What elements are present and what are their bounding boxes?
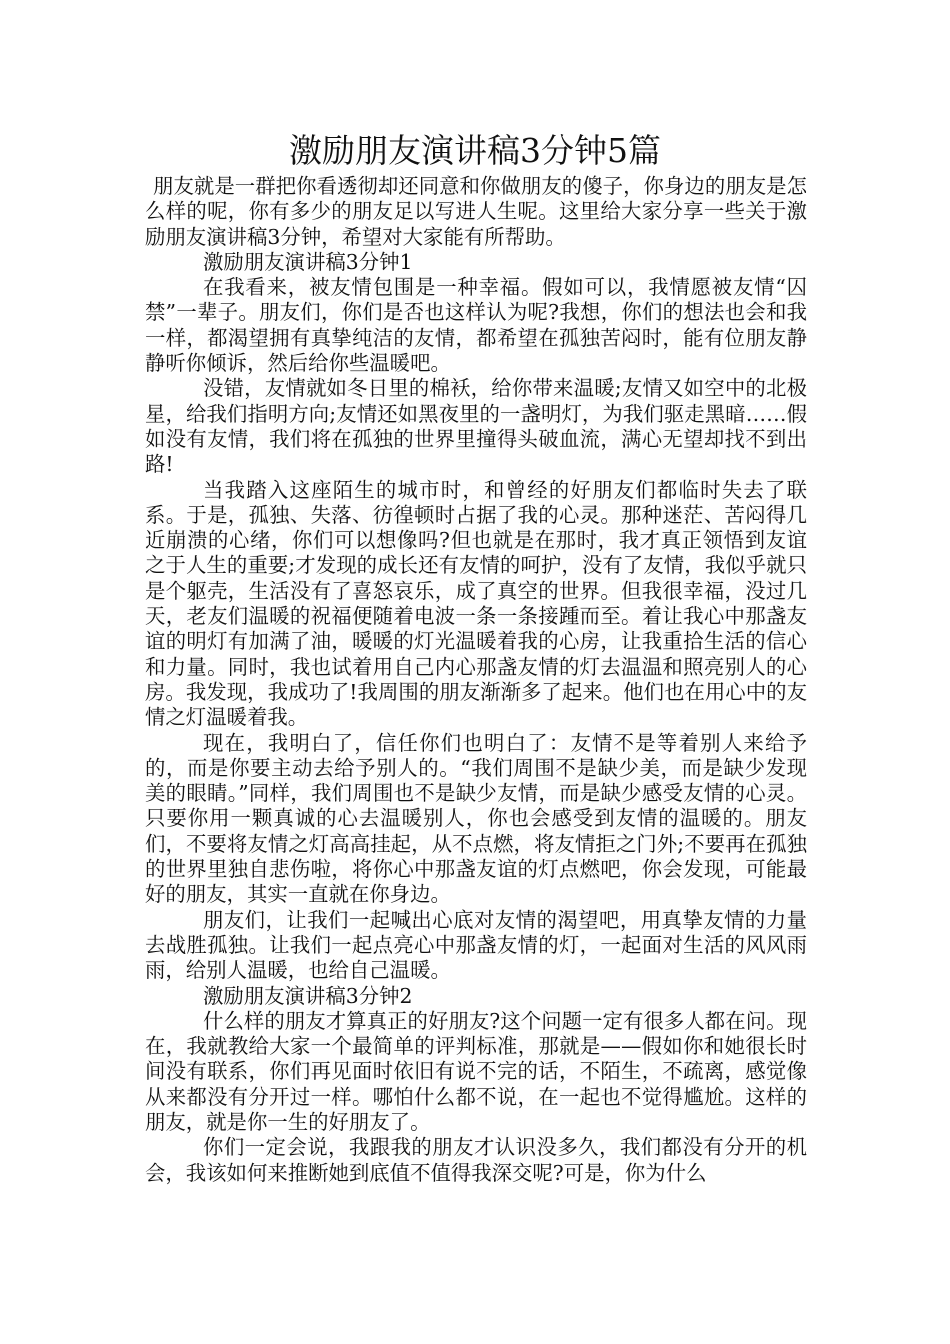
document-title: 激励朋友演讲稿3分钟5篇 <box>289 131 661 170</box>
paragraph: 现在，我明白了，信任你们也明白了：友情不是等着别人来给予的，而是你要主动去给予别人的。“我们周围不是缺少美，而是缺少发现美的眼睛。”同样，我们周围也不是缺少友情，而是缺少感受友情的心灵。只要你用一颗真诚的心去温暖别人，你也会感受到友情的温暖的。朋友们，不要将友情之灯高高挂起，从不点燃，将友情拒之门外;不要再在孤独的世界里独自悲伤啦，将你心中那盏友谊的灯点燃吧，你会发现，可能最好的朋友，其实一直就在你身边。 <box>145 730 807 907</box>
paragraph: 没错，友情就如冬日里的棉袄，给你带来温暖;友情又如空中的北极星，给我们指明方向;友情还如黑夜里的一盏明灯，为我们驱走黑暗……假如没有友情，我们将在孤独的世界里撞得头破血流，满心无望却找不到出路! <box>145 376 807 477</box>
paragraph: 在我看来，被友情包围是一种幸福。假如可以，我情愿被友情“囚禁”一辈子。朋友们，你们是否也这样认为呢?我想，你们的想法也会和我一样，都渴望拥有真挚纯洁的友情，都希望在孤独苦闷时，能有位朋友静静听你倾诉，然后给你些温暖吧。 <box>145 275 807 376</box>
paragraph: 什么样的朋友才算真正的好朋友?这个问题一定有很多人都在问。现在，我就教给大家一个最简单的评判标准，那就是——假如你和她很长时间没有联系，你们再见面时依旧有说不完的话，不陌生，不疏离，感觉像从来都没有分开过一样。哪怕什么都不说，在一起也不觉得尴尬。这样的朋友，就是你一生的好朋友了。 <box>145 1008 807 1134</box>
paragraph: 你们一定会说，我跟我的朋友才认识没多久，我们都没有分开的机会，我该如何来推断她到底值不值得我深交呢?可是，你为什么 <box>145 1135 807 1185</box>
section-heading-2: 激励朋友演讲稿3分钟2 <box>203 983 413 1008</box>
paragraph: 当我踏入这座陌生的城市时，和曾经的好朋友们都临时失去了联系。于是，孤独、失落、彷徨顿时占据了我的心灵。那种迷茫、苦闷得几近崩溃的心绪，你们可以想像吗?但也就是在那时，我才真正领悟到友谊之于人生的重要;才发现的成长还有友情的呵护，没有了友情，我似乎就只是个躯壳，生活没有了喜怒哀乐，成了真空的世界。但我很幸福，没过几天，老友们温暖的祝福便随着电波一条一条接踵而至。着让我心中那盏友谊的明灯有加满了油，暖暖的灯光温暖着我的心房，让我重拾生活的信心和力量。同时，我也试着用自己内心那盏友情的灯去温温和照亮别人的心房。我发现，我成功了!我周围的朋友渐渐多了起来。他们也在用心中的友情之灯温暖着我。 <box>145 477 807 730</box>
section-heading-1: 激励朋友演讲稿3分钟1 <box>203 249 413 274</box>
intro-paragraph: 朋友就是一群把你看透彻却还同意和你做朋友的傻子，你身边的朋友是怎么样的呢，你有多少的朋友足以写进人生呢。这里给大家分享一些关于激励朋友演讲稿3分钟，希望对大家能有所帮助。 <box>145 174 807 249</box>
document-body <box>145 174 807 1186</box>
paragraph: 朋友们，让我们一起喊出心底对友情的渴望吧，用真挚友情的力量去战胜孤独。让我们一起点亮心中那盏友情的灯，一起面对生活的风风雨雨，给别人温暖，也给自己温暖。 <box>145 907 807 983</box>
